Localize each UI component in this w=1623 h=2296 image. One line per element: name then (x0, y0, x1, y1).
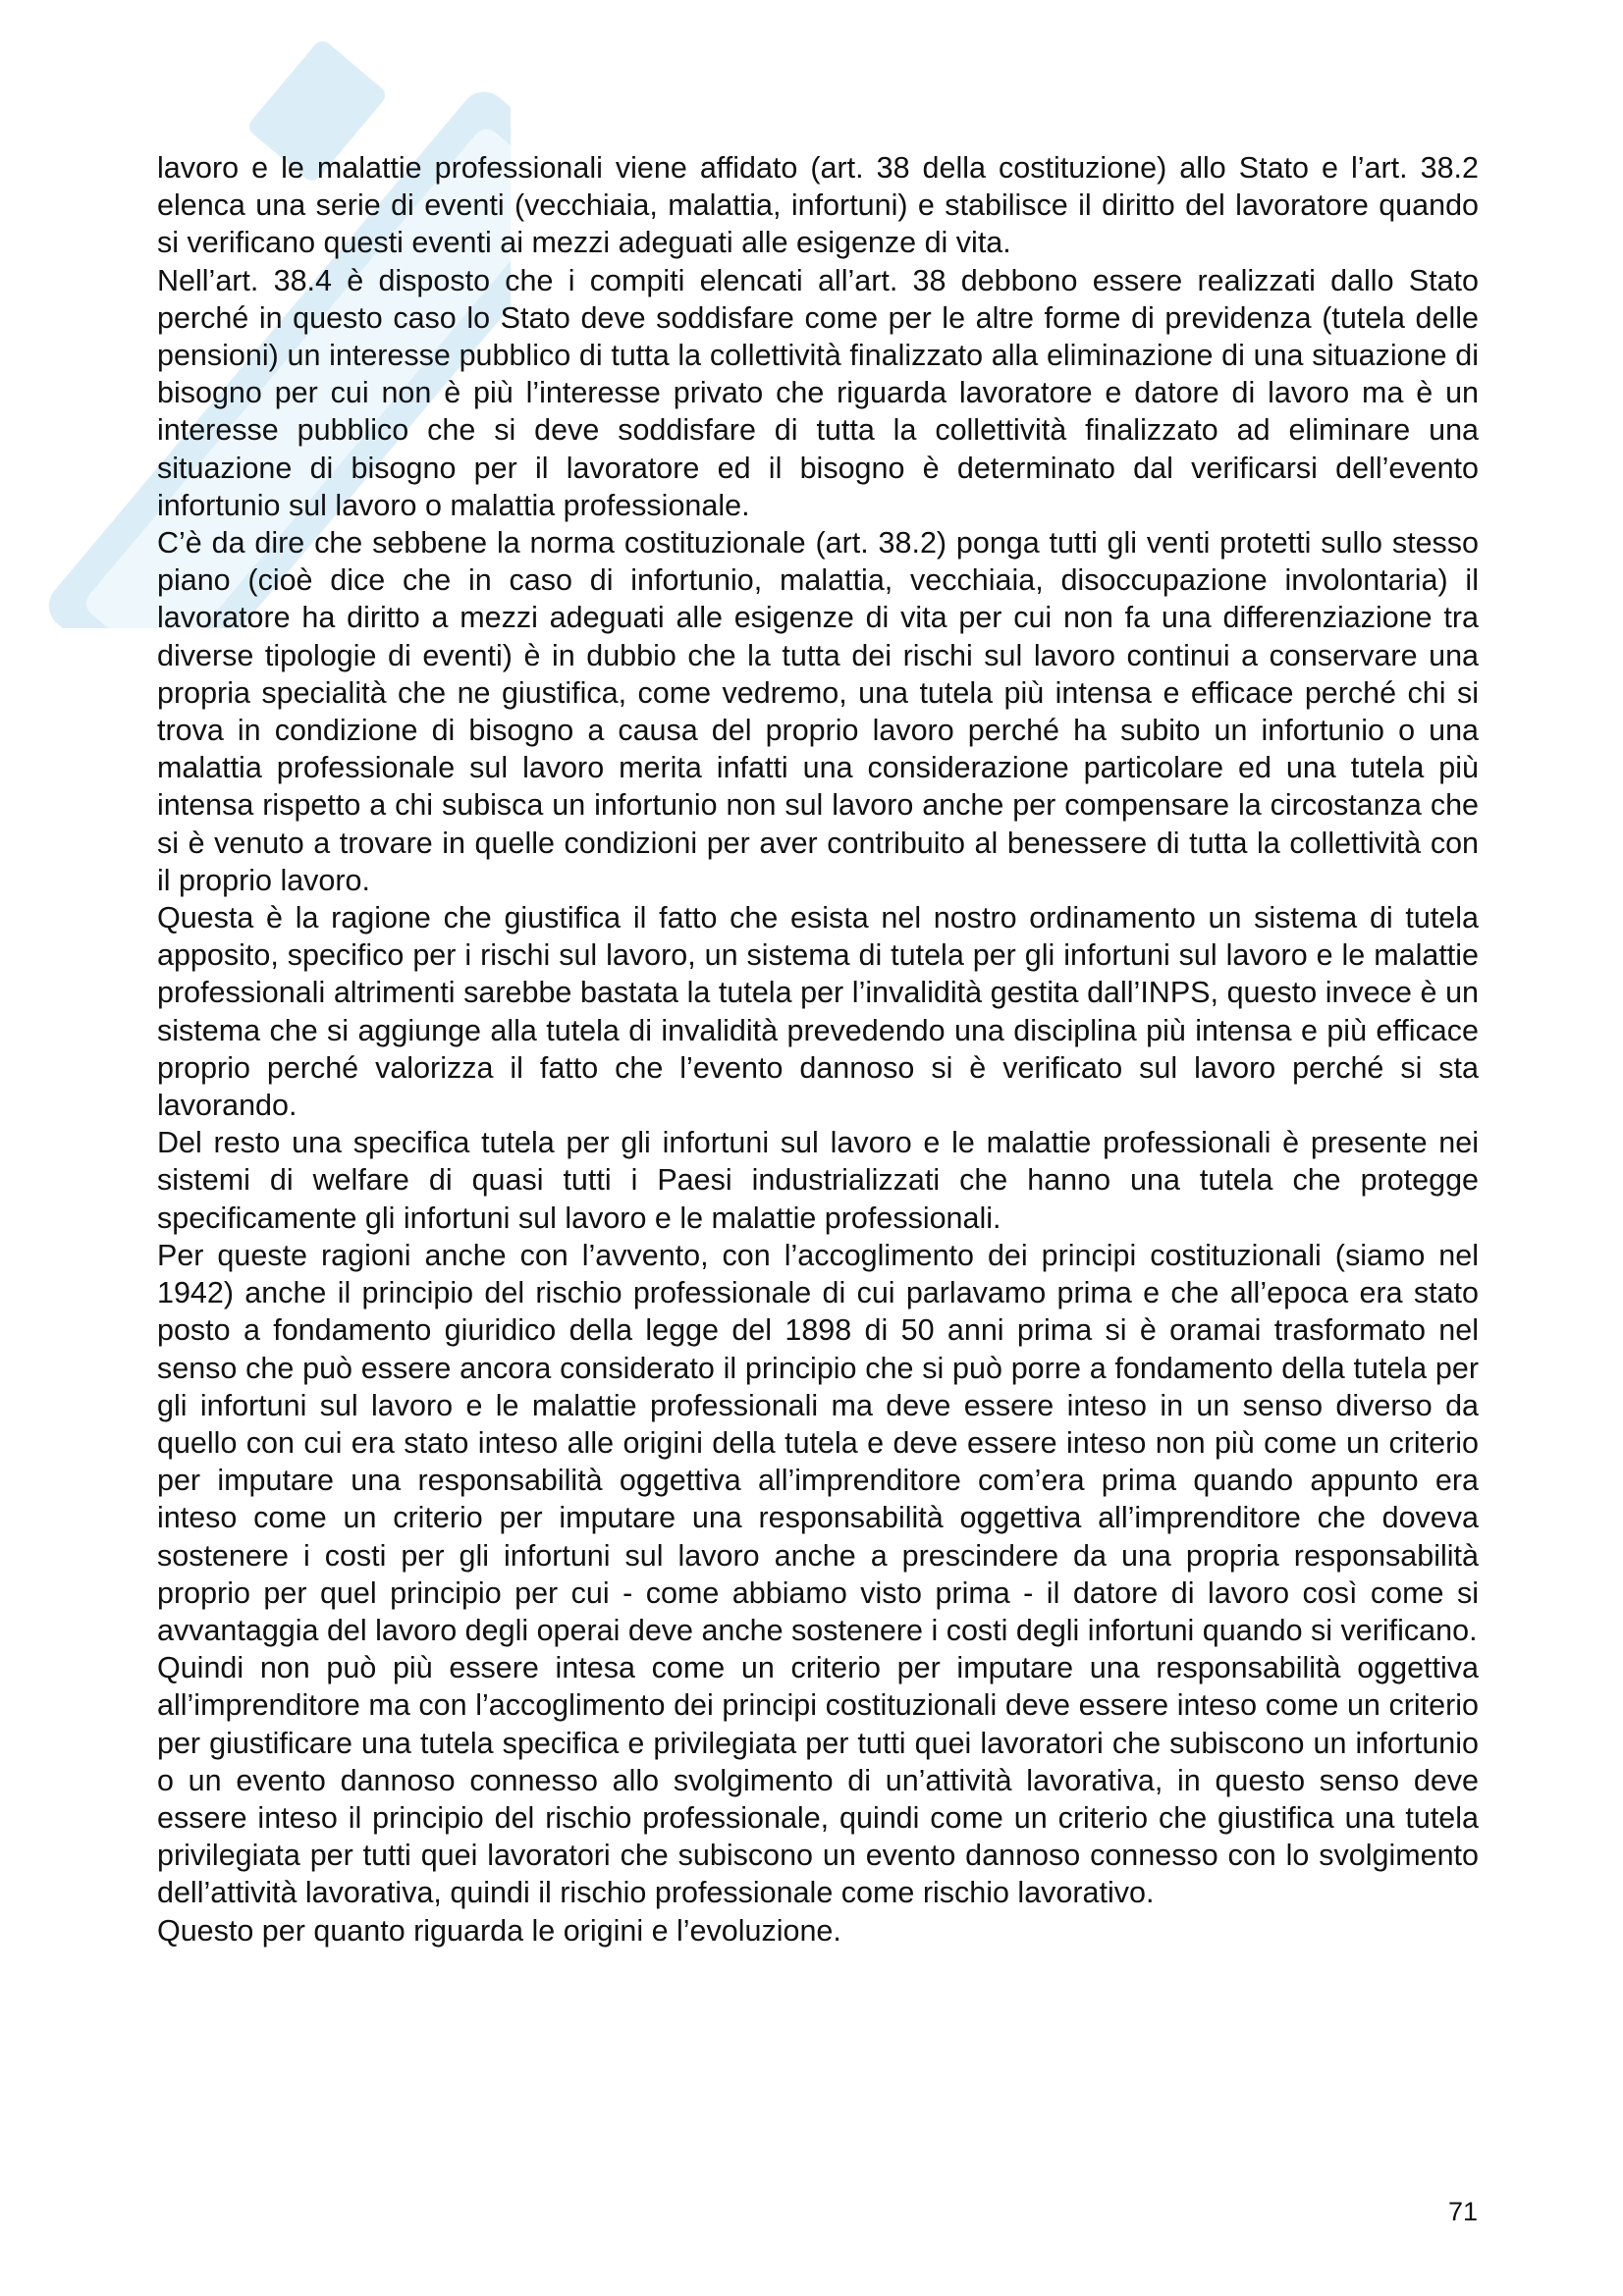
page-number: 71 (1447, 2197, 1478, 2226)
body-text (157, 149, 1479, 1949)
paragraph: Quindi non può più essere intesa come un criterio per imputare una responsabilità oggettiva all’imprenditore ma con l’accoglimento dei principi costituzionali deve essere inteso come un criterio per giustificare una tutela specifica e privilegiata per tutti quei lavoratori che subiscono un infortunio o un evento dannoso connesso allo svolgimento di un’attività lavorativa, in questo senso deve essere inteso il principio del rischio professionale, quindi come un criterio che giustifica una tutela privilegiata per tutti quei lavoratori che subiscono un evento dannoso connesso con lo svolgimento dell’attività lavorativa, quindi il rischio professionale come rischio lavorativo. (157, 1651, 1479, 1910)
paragraph: C’è da dire che sebbene la norma costituzionale (art. 38.2) ponga tutti gli venti protetti sullo stesso piano (cioè dice che in caso di infortunio, malattia, vecchiaia, disoccupazione involontaria) il lavoratore ha diritto a mezzi adeguati alle esigenze di vita per cui non fa una differenziazione tra diverse tipologie di eventi) è in dubbio che la tutta dei rischi sul lavoro continui a conservare una propria specialità che ne giustifica, come vedremo, una tutela più intensa e efficace perché chi si trova in condizione di bisogno a causa del proprio lavoro perché ha subito un infortunio o una malattia professionale sul lavoro merita infatti una considerazione particolare ed una tutela più intensa rispetto a chi subisca un infortunio non sul lavoro anche per compensare la circostanza che si è venuto a trovare in quelle condizioni per aver contribuito al benessere di tutta la collettività con il proprio lavoro. (157, 526, 1479, 897)
paragraph: Nell’art. 38.4 è disposto che i compiti elencati all’art. 38 debbono essere realizzati dallo Stato perché in questo caso lo Stato deve soddisfare come per le altre forme di previdenza (tutela delle pensioni) un interesse pubblico di tutta la collettività finalizzato alla eliminazione di una situazione di bisogno per cui non è più l’interesse privato che riguarda lavoratore e datore di lavoro ma è un interesse pubblico che si deve soddisfare di tutta la collettività finalizzato ad eliminare una situazione di bisogno per il lavoratore ed il bisogno è determinato dal verificarsi dell’evento infortunio sul lavoro o malattia professionale. (157, 263, 1479, 522)
paragraph: lavoro e le malattie professionali viene affidato (art. 38 della costituzione) allo Stato e l’art. 38.2 elenca una serie di eventi (vecchiaia, malattia, infortuni) e stabilisce il diritto del lavoratore quando si verificano questi eventi ai mezzi adeguati alle esigenze di vita. (157, 151, 1479, 260)
paragraph: Del resto una specifica tutela per gli infortuni sul lavoro e le malattie professionali è presente nei sistemi di welfare di quasi tutti i Paesi industrializzati che hanno una tutela che protegge specificamente gli infortuni sul lavoro e le malattie professionali. (157, 1126, 1479, 1235)
paragraph: Questo per quanto riguarda le origini e l’evoluzione. (157, 1913, 841, 1948)
paragraph: Per queste ragioni anche con l’avvento, con l’accoglimento dei principi costituzionali (siamo nel 1942) anche il principio del rischio professionale di cui parlavamo prima e che all’epoca era stato posto a fondamento giuridico della legge del 1898 di 50 anni prima si è oramai trasformato nel senso che può essere ancora considerato il principio che si può porre a fondamento della tutela per gli infortuni sul lavoro e le malattie professionali ma deve essere inteso in un senso diverso da quello con cui era stato inteso alle origini della tutela e deve essere inteso non più come un criterio per imputare una responsabilità oggettiva all’imprenditore com’era prima quando appunto era inteso come un criterio per imputare una responsabilità oggettiva all’imprenditore che doveva sostenere i costi per gli infortuni sul lavoro anche a prescindere da una propria responsabilità proprio per quel principio per cui - come abbiamo visto prima - il datore di lavoro così come si avvantaggia del lavoro degli operai deve anche sostenere i costi degli infortuni quando si verificano. (157, 1238, 1479, 1647)
paragraph: Questa è la ragione che giustifica il fatto che esista nel nostro ordinamento un sistema di tutela apposito, specifico per i rischi sul lavoro, un sistema di tutela per gli infortuni sul lavoro e le malattie professionali altrimenti sarebbe bastata la tutela per l’invalidità gestita dall’INPS, questo invece è un sistema che si aggiunge alla tutela di invalidità prevedendo una disciplina più intensa e più efficace proprio perché valorizza il fatto che l’evento dannoso si è verificato sul lavoro perché si sta lavorando. (157, 901, 1479, 1123)
